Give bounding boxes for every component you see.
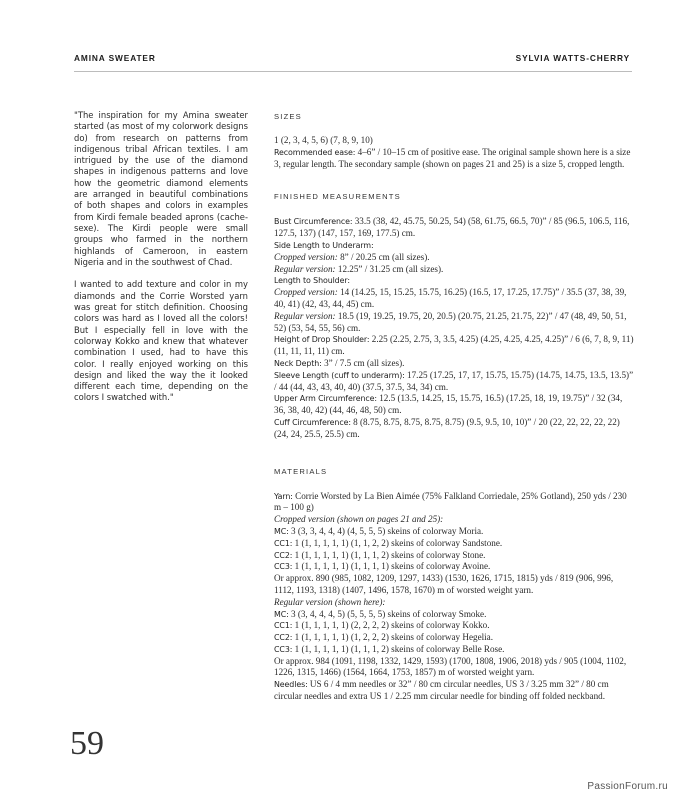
sleeve-length-paragraph [274,370,634,394]
upper-arm-label: Upper Arm Circumference: [274,394,377,404]
side-regular-line [274,264,634,276]
color-label: CC1: [274,538,293,548]
color-label: CC3: [274,644,293,654]
header-divider [74,71,632,72]
measurements-body [274,216,634,440]
color-text: 1 (1, 1, 1, 1, 1) (1, 2, 2, 2) skeins of colorway Hegelia. [292,632,494,643]
materials-body [274,491,634,703]
sizes-section [274,112,634,170]
sizes-body [274,135,634,170]
regular-cc3-line [274,644,634,656]
ease-label: Recommended ease: [274,147,356,157]
shoulder-cropped-text: 14 (14.25, 15, 15.25, 15.75, 16.25) (16.5, 17, 17.25, 17.75)” / 35.5 (37, 38, 39, 40, 41) (42, 43, 44, 45) cm. [274,287,627,309]
regular-version-heading: Regular version (shown here): [274,596,386,607]
cropped-approx-yardage: Or approx. 890 (985, 1082, 1209, 1297, 1433) (1530, 1626, 1715, 1815) yds / 819 (906, 996, 1112, 1193, 1318) (1407, 1496, 1578, 1670) m of worsted weight yarn. [274,573,614,595]
needles-paragraph [274,679,634,703]
color-label: MC: [274,526,289,536]
drop-shoulder-text: 2.25 (2.25, 2.75, 3, 3.5, 4.25) (4.25, 4.25, 4.25, 4.25)” / 6 (6, 7, 8, 9, 11) (11, 11, 11, 11) cm. [274,334,634,357]
ease-text: 4–6” / 10–15 cm of positive ease. The original sample shown here is a size 3, regular length. The secondary sample (shown on pages 21 and 25) is a size 5, cropped length. [274,146,631,169]
pattern-details-column [274,112,634,703]
side-length-label: Side Length to Underarm: [274,240,374,250]
color-text: 3 (3, 3, 4, 4, 4) (4, 5, 5, 5) skeins of colorway Moria. [288,525,484,536]
regular-cc2-line [274,632,634,644]
color-label: CC1: [274,621,293,631]
ease-paragraph [274,147,634,171]
sleeve-length-text: 17.25 (17.25, 17, 17, 15.75, 15.75) (14.75, 14.75, 13.5, 13.5)” / 44 (44, 43, 43, 40, 40) (37.5, 37.5, 34, 34) cm. [274,369,634,392]
page-number: 59 [70,725,104,762]
needles-text: US 6 / 4 mm needles or 32” / 80 cm circular needles, US 3 / 3.25 mm 32” / 80 cm circular needles and extra US 1 / 2.25 mm circular needle for binding off folded neckband. [274,679,609,702]
cropped-cc1-line [274,538,634,550]
upper-arm-paragraph [274,393,634,417]
side-cropped-label: Cropped version: [274,251,338,262]
cropped-cc2-line [274,550,634,562]
side-cropped-text: 8” / 20.25 cm (all sizes). [337,251,430,262]
sleeve-length-label: Sleeve Length (cuff to underarm): [274,370,405,380]
drop-shoulder-label: Height of Drop Shoulder: [274,335,370,345]
cropped-version-heading: Cropped version (shown on pages 21 and 25): [274,514,444,525]
neck-depth-label: Neck Depth: [274,358,322,368]
pattern-title-header: AMINA SWEATER [74,53,156,63]
color-label: CC2: [274,633,293,643]
bust-paragraph [274,216,634,240]
cuff-text: 8 (8.75, 8.75, 8.75, 8.75, 8.75) (9.5, 9.5, 10, 10)” / 20 (22, 22, 22, 22, 22) (24, 24, 25.5, 25.5) cm. [274,416,620,439]
sizes-title: SIZES [274,112,302,121]
cropped-cc3-line [274,561,634,573]
regular-cc1-line [274,620,634,632]
yarn-label: Yarn: [274,491,293,501]
bust-label: Bust Circumference: [274,217,353,227]
cuff-paragraph [274,417,634,441]
shoulder-regular-text: 18.5 (19, 19.25, 19.75, 20, 20.5) (20.75, 21.25, 21.75, 22)” / 47 (48, 49, 50, 51, 52) (53, 54, 55, 56) cm. [274,310,627,333]
cuff-label: Cuff Circumference: [274,417,351,427]
drop-shoulder-paragraph [274,334,634,358]
color-text: 1 (1, 1, 1, 1, 1) (1, 1, 1, 2) skeins of colorway Belle Rose. [292,643,505,654]
shoulder-regular-line [274,311,634,335]
color-text: 1 (1, 1, 1, 1, 1) (1, 1, 1, 1) skeins of colorway Avoine. [292,561,491,572]
upper-arm-text: 12.5 (13.5, 14.25, 15, 15.75, 16.5) (17.25, 18, 19, 19.75)” / 32 (34, 36, 38, 40, 42) (44, 46, 48, 50) cm. [274,393,623,416]
quote-paragraph-1: "The inspiration for my Amina sweater started (as most of my colorwork designs do) from research on patterns from indigenous tribal African textiles. I am intrigued by the use of the diamond shapes in indigenous patterns and love how the geometric diamond elements are arranged in beautiful combinations of both shapes and colors in examples from Kirdi female beaded aprons (cache-sexe). The Kirdi people were small groups who farmed in the northern highlands of Cameroon, in eastern Nigeria and in the southwest of Chad. [74,110,248,267]
color-text: 1 (1, 1, 1, 1, 1) (1, 1, 2, 2) skeins of colorway Sandstone. [292,537,503,548]
side-regular-label: Regular version: [274,263,336,274]
neck-depth-text: 3” / 7.5 cm (all sizes). [321,357,405,368]
neck-depth-paragraph [274,358,634,370]
site-watermark: PassionForum.ru [587,781,668,792]
yarn-paragraph [274,491,634,515]
shoulder-cropped-line [274,287,634,311]
regular-approx-yardage: Or approx. 984 (1091, 1198, 1332, 1429, 1593) (1700, 1808, 1906, 2018) yds / 905 (1004, 1102, 1226, 1315, 1466) (1564, 1664, 1753, 1857) m of worsted weight yarn. [274,655,627,678]
shoulder-cropped-label: Cropped version: [274,287,338,298]
designer-name-header: SYLVIA WATTS-CHERRY [515,53,630,63]
color-label: MC: [274,609,289,619]
sizes-list: 1 (2, 3, 4, 5, 6) (7, 8, 9, 10) [274,135,373,145]
side-cropped-line [274,252,634,264]
measurements-section [274,192,634,440]
regular-mc-line [274,609,634,621]
materials-section [274,467,634,703]
shoulder-regular-label: Regular version: [274,310,336,321]
shoulder-length-label: Length to Shoulder: [274,276,350,286]
quote-paragraph-2: I wanted to add texture and color in my diamonds and the Corrie Worsted yarn was great for stitch definition. Choosing colors was hard as I loved all the colors! But I especially fell in love with the colorway Kokko and knew that whatever combination I used, had to have this color. I really enjoyed working on this design and liked the way the it looked different each time, depending on the colors I swatched with." [74,279,248,403]
measurements-title: FINISHED MEASUREMENTS [274,192,401,202]
color-label: CC2: [274,550,293,560]
materials-title: MATERIALS [274,466,328,476]
color-label: CC3: [274,562,293,572]
color-text: 3 (3, 4, 4, 4, 5) (5, 5, 5, 5) skeins of colorway Smoke. [288,608,487,619]
yarn-text: Corrie Worsted by La Bien Aimée (75% Falkland Corriedale, 25% Gotland), 250 yds / 230 m – 100 g) [274,490,627,513]
color-text: 1 (1, 1, 1, 1, 1) (1, 1, 1, 2) skeins of colorway Stone. [292,549,486,560]
cropped-mc-line [274,526,634,538]
needles-label: Needles: [274,680,308,690]
color-text: 1 (1, 1, 1, 1, 1) (2, 2, 2, 2) skeins of colorway Kokko. [292,620,490,631]
designer-quote [74,110,248,404]
side-regular-text: 12.25” / 31.25 cm (all sizes). [335,263,444,274]
bust-text: 33.5 (38, 42, 45.75, 50.25, 54) (58, 61.75, 66.5, 70)” / 85 (96.5, 106.5, 116, 127.5, 137) (147, 157, 169, 177.5) cm. [274,216,630,239]
